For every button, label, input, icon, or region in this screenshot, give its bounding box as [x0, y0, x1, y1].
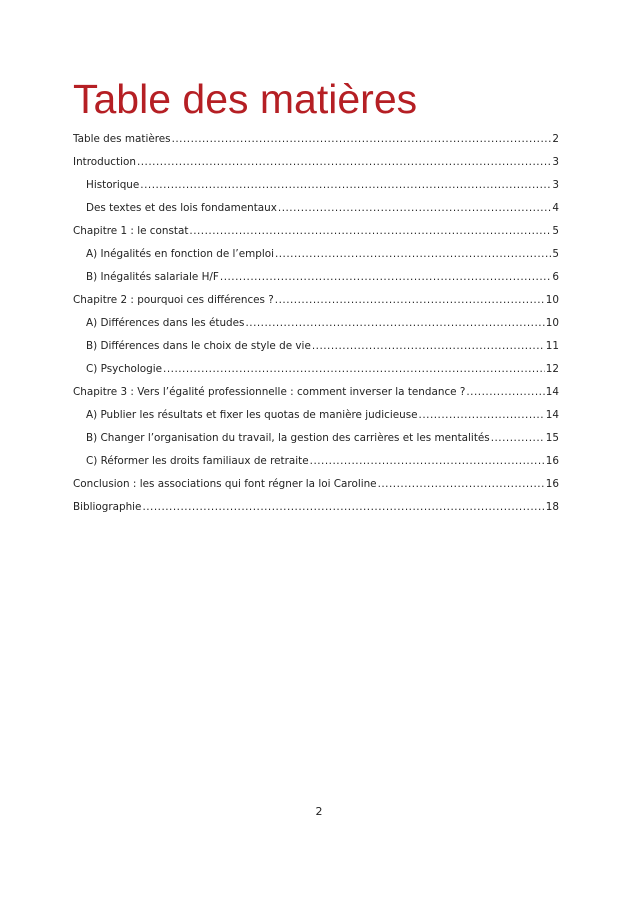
toc-entry-style-de-vie[interactable] — [73, 335, 559, 358]
toc-entry-inegalites-salariale[interactable] — [73, 266, 559, 289]
toc-entry-label: A) Inégalités en fonction de l’emploi — [86, 248, 274, 260]
toc-entry-bibliographie[interactable] — [73, 496, 559, 519]
toc-list — [73, 128, 559, 519]
toc-title: Table des matières — [73, 76, 418, 122]
toc-entry-page: 14 — [545, 409, 559, 421]
toc-dot-leader — [278, 197, 551, 220]
toc-dot-leader — [163, 358, 545, 381]
toc-dot-leader — [172, 128, 552, 151]
toc-dot-leader — [140, 174, 551, 197]
toc-entry-introduction[interactable] — [73, 151, 559, 174]
toc-entry-changer-organisation[interactable] — [73, 427, 559, 450]
toc-dot-leader — [466, 381, 544, 404]
toc-entry-textes-lois[interactable] — [73, 197, 559, 220]
toc-dot-leader — [310, 450, 545, 473]
toc-entry-page: 3 — [552, 156, 559, 168]
page-number: 2 — [315, 805, 323, 818]
toc-dot-leader — [378, 473, 545, 496]
toc-entry-label: Historique — [86, 179, 140, 191]
toc-entry-publier-resultats[interactable] — [73, 404, 559, 427]
toc-entry-page: 3 — [552, 179, 559, 191]
toc-entry-label: Bibliographie — [73, 501, 142, 513]
toc-entry-page: 12 — [545, 363, 559, 375]
toc-dot-leader — [491, 427, 545, 450]
toc-entry-page: 5 — [552, 225, 559, 237]
toc-entry-page: 16 — [545, 478, 559, 490]
toc-entry-page: 14 — [545, 386, 559, 398]
toc-entry-table-des-matieres[interactable] — [73, 128, 559, 151]
toc-entry-page: 2 — [552, 133, 559, 145]
toc-dot-leader — [245, 312, 544, 335]
toc-entry-label: Chapitre 2 : pourquoi ces différences ? — [73, 294, 274, 306]
toc-entry-chapitre-1[interactable] — [73, 220, 559, 243]
toc-entry-inegalites-emploi[interactable] — [73, 243, 559, 266]
toc-entry-chapitre-2[interactable] — [73, 289, 559, 312]
toc-entry-label: C) Psychologie — [86, 363, 163, 375]
toc-entry-page: 16 — [545, 455, 559, 467]
toc-entry-label: Chapitre 1 : le constat — [73, 225, 189, 237]
toc-entry-label: C) Réformer les droits familiaux de retraite — [86, 455, 309, 467]
toc-entry-psychologie[interactable] — [73, 358, 559, 381]
toc-entry-label: Conclusion : les associations qui font régner la loi Caroline — [73, 478, 377, 490]
toc-entry-label: A) Différences dans les études — [86, 317, 245, 329]
toc-entry-label: Chapitre 3 : Vers l’égalité professionnelle : comment inverser la tendance ? — [73, 386, 466, 398]
toc-dot-leader — [189, 220, 551, 243]
toc-entry-page: 18 — [545, 501, 559, 513]
toc-entry-label: B) Changer l’organisation du travail, la gestion des carrières et les mentalités — [86, 432, 490, 444]
toc-entry-page: 11 — [545, 340, 559, 352]
toc-entry-label: A) Publier les résultats et fixer les quotas de manière judicieuse — [86, 409, 418, 421]
toc-entry-differences-etudes[interactable] — [73, 312, 559, 335]
toc-dot-leader — [137, 151, 551, 174]
toc-dot-leader — [275, 243, 551, 266]
toc-entry-page: 15 — [545, 432, 559, 444]
toc-entry-historique[interactable] — [73, 174, 559, 197]
toc-entry-reformer-droits[interactable] — [73, 450, 559, 473]
toc-entry-page: 10 — [545, 294, 559, 306]
toc-entry-chapitre-3[interactable] — [73, 381, 559, 404]
toc-entry-conclusion[interactable] — [73, 473, 559, 496]
toc-entry-page: 4 — [552, 202, 559, 214]
toc-entry-page: 5 — [552, 248, 559, 260]
toc-dot-leader — [419, 404, 545, 427]
toc-entry-label: Introduction — [73, 156, 136, 168]
toc-entry-label: B) Inégalités salariale H/F — [86, 271, 219, 283]
toc-dot-leader — [220, 266, 551, 289]
toc-entry-label: B) Différences dans le choix de style de vie — [86, 340, 311, 352]
toc-entry-page: 10 — [545, 317, 559, 329]
toc-entry-label: Des textes et des lois fondamentaux — [86, 202, 277, 214]
toc-entry-page: 6 — [552, 271, 559, 283]
toc-entry-label: Table des matières — [73, 133, 171, 145]
toc-dot-leader — [142, 496, 544, 519]
toc-dot-leader — [275, 289, 545, 312]
toc-dot-leader — [312, 335, 545, 358]
